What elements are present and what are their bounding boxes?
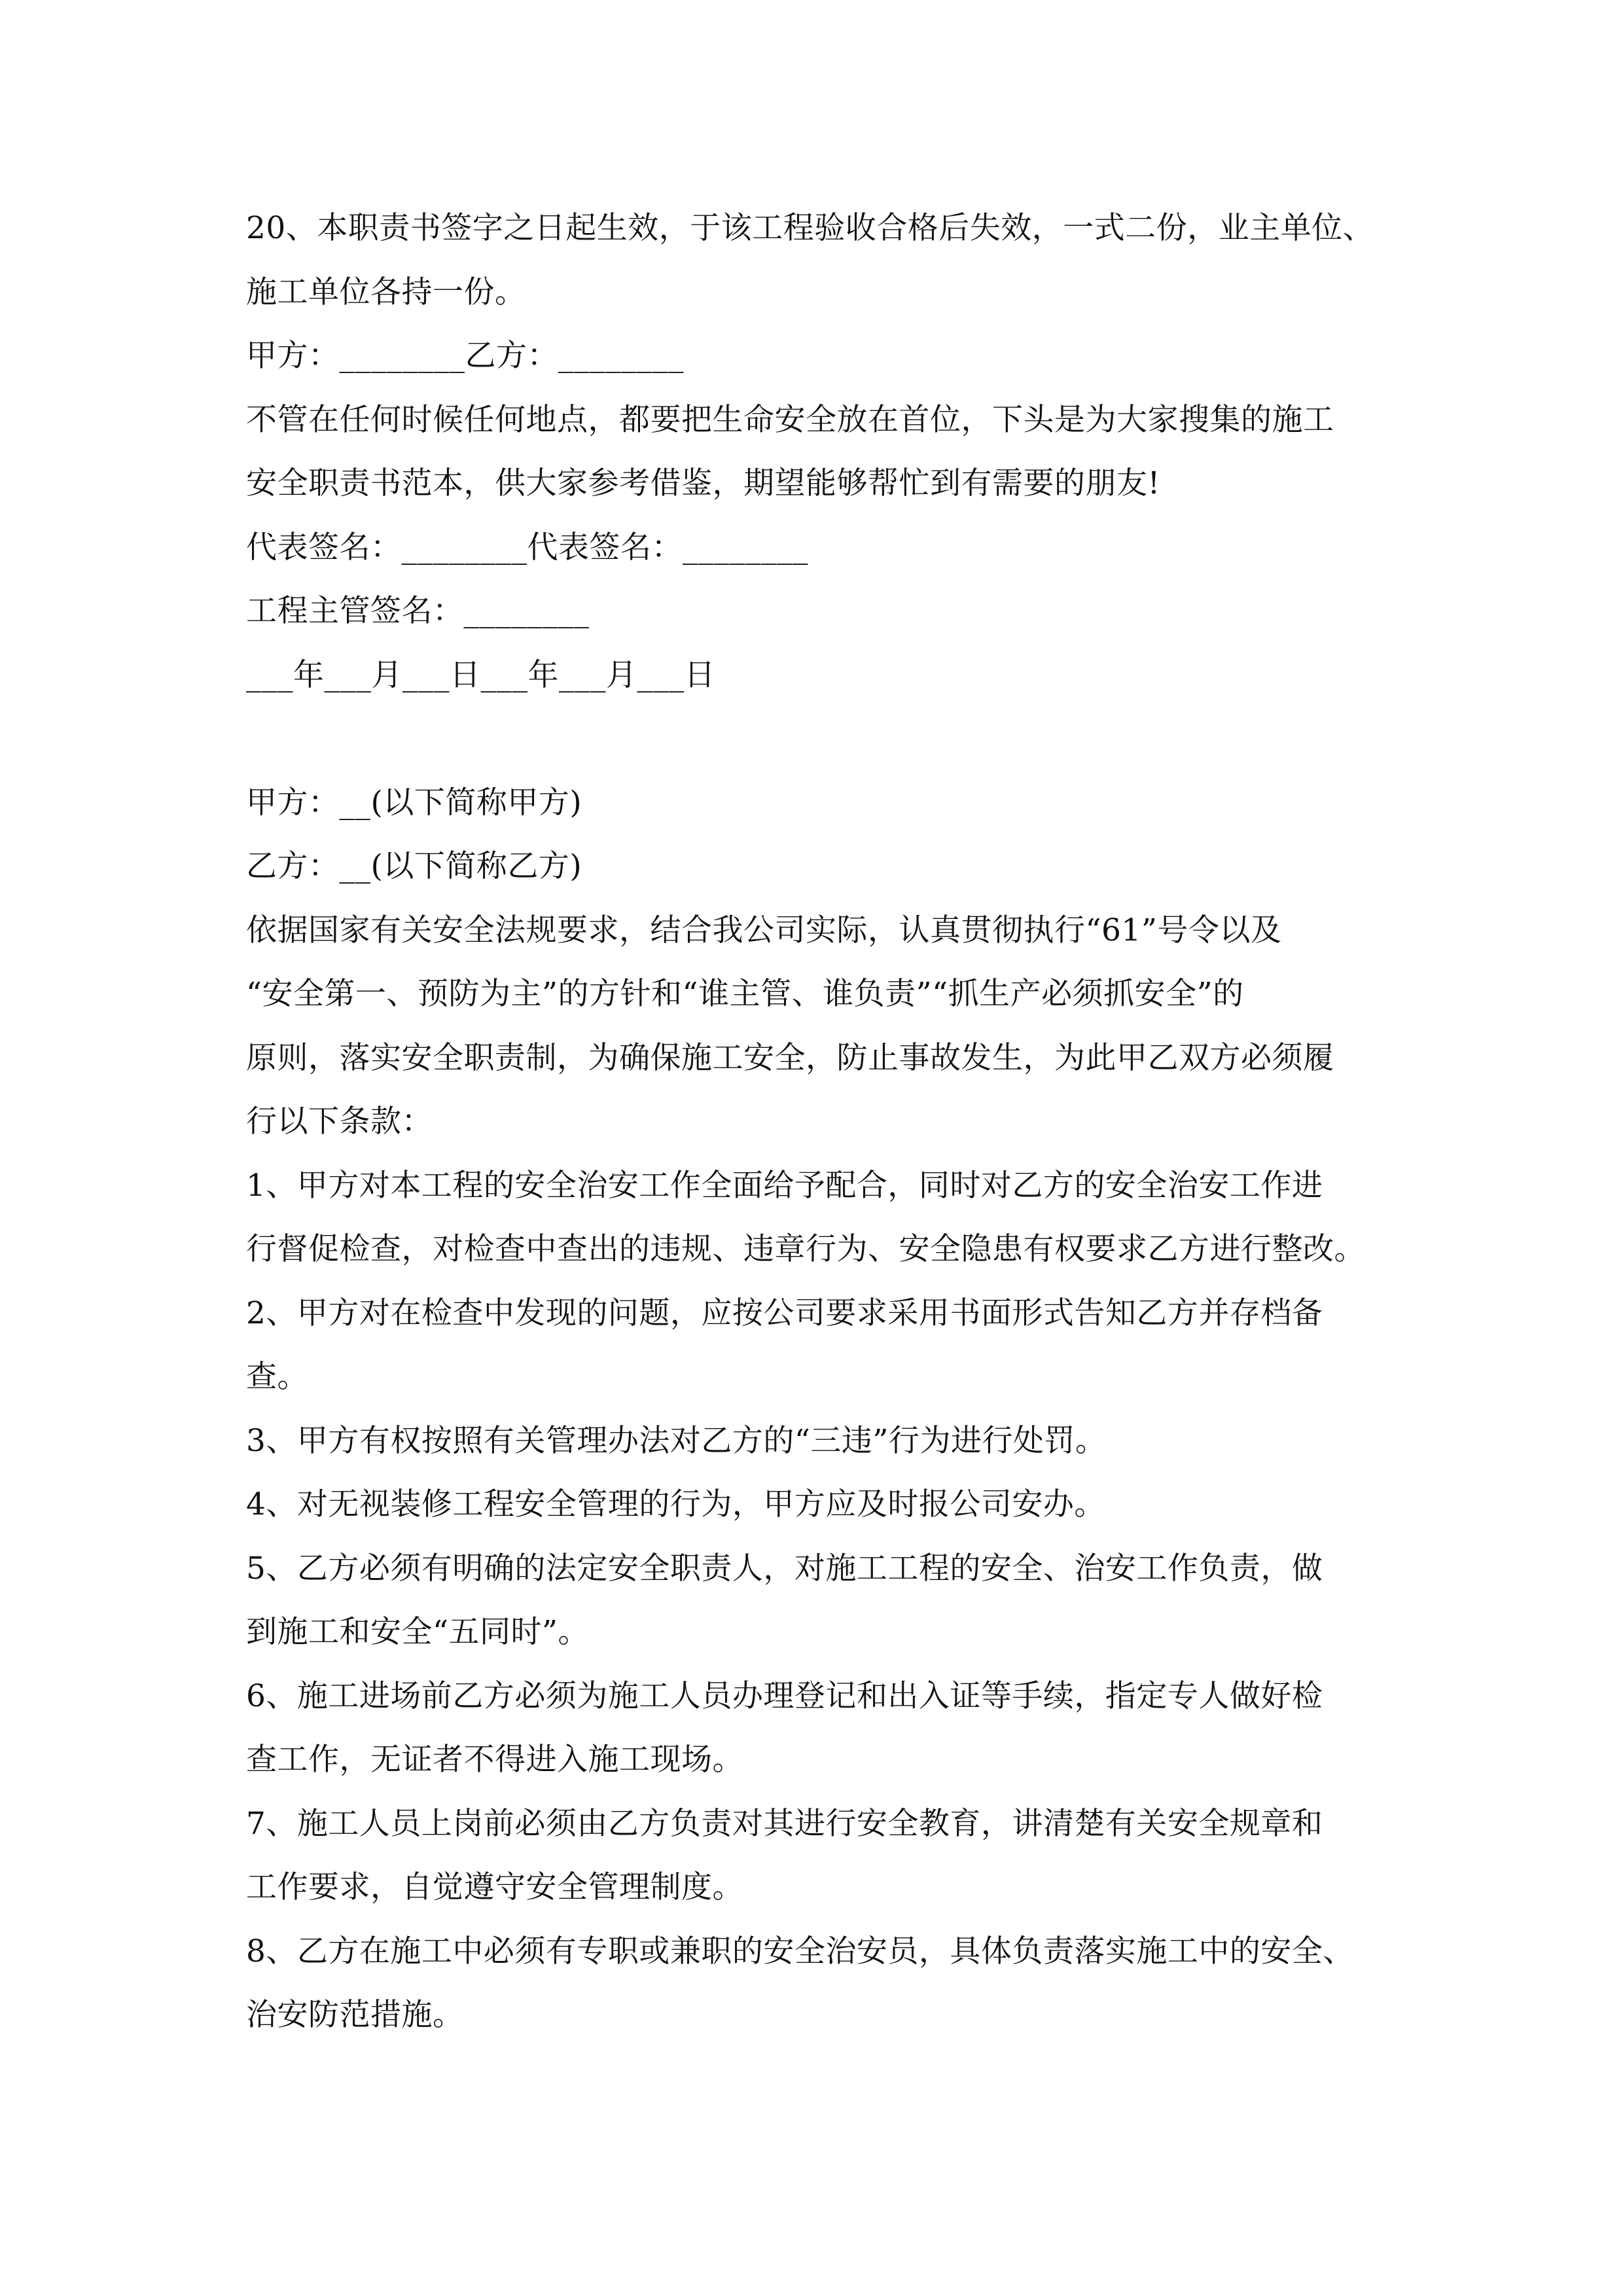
party-b-line: 乙方：__(以下简称乙方): [246, 848, 582, 884]
signature-line-parties: 甲方：________乙方：________: [246, 338, 684, 374]
text-line: 依据国家有关安全法规要求，结合我公司实际，认真贯彻执行“61”号令以及: [246, 912, 1282, 948]
clause-1-cont: 行督促检查，对检查中查出的违规、违章行为、安全隐患有权要求乙方进行整改。: [246, 1231, 1365, 1267]
text-line: 安全职责书范本，供大家参考借鉴，期望能够帮忙到有需要的朋友!: [246, 465, 1160, 501]
signature-line-representatives: 代表签名：________代表签名：________: [246, 529, 808, 565]
clause-5-cont: 到施工和安全“五同时”。: [246, 1614, 590, 1650]
party-a-line: 甲方：__(以下简称甲方): [246, 784, 582, 821]
text-line: 施工单位各持一份。: [246, 274, 526, 310]
date-line: ___年___月___日___年___月___日: [246, 656, 715, 693]
clause-6-cont: 查工作，无证者不得进入施工现场。: [246, 1742, 743, 1778]
text-line: 原则，落实安全职责制，为确保施工安全，防止事故发生，为此甲乙双方必须履: [246, 1039, 1334, 1076]
text-line: “安全第一、预防为主”的方针和“谁主管、谁负责”“抓生产必须抓安全”的: [246, 976, 1244, 1012]
clause-5: 5、乙方必须有明确的法定安全职责人，对施工工程的安全、治安工作负责，做: [246, 1550, 1323, 1587]
blank-line: [246, 707, 1398, 771]
document-body: [246, 196, 1398, 2047]
clause-6: 6、施工进场前乙方必须为施工人员办理登记和出入证等手续，指定专人做好检: [246, 1677, 1323, 1714]
clause-2-cont: 查。: [246, 1359, 308, 1395]
text-line: 行以下条款：: [246, 1103, 433, 1139]
clause-7-cont: 工作要求，自觉遵守安全管理制度。: [246, 1869, 743, 1905]
clause-8-cont: 治安防范措施。: [246, 1997, 464, 2033]
clause-3: 3、甲方有权按照有关管理办法对乙方的“三违”行为进行处罚。: [246, 1422, 1107, 1459]
clause-7: 7、施工人员上岗前必须由乙方负责对其进行安全教育，讲清楚有关安全规章和: [246, 1805, 1323, 1842]
clause-4: 4、对无视装修工程安全管理的行为，甲方应及时报公司安办。: [246, 1486, 1105, 1522]
text-line: 不管在任何时候任何地点，都要把生命安全放在首位，下头是为大家搜集的施工: [246, 401, 1334, 438]
clause-8: 8、乙方在施工中必须有专职或兼职的安全治安员，具体负责落实施工中的安全、: [246, 1933, 1354, 1969]
clause-2: 2、甲方对在检查中发现的问题，应按公司要求采用书面形式告知乙方并存档备: [246, 1295, 1323, 1331]
text-line: 20、本职责书签字之日起生效，于该工程验收合格后失效，一式二份，业主单位、: [246, 210, 1374, 246]
clause-1: 1、甲方对本工程的安全治安工作全面给予配合，同时对乙方的安全治安工作进: [246, 1167, 1323, 1204]
signature-line-supervisor: 工程主管签名：________: [246, 593, 590, 629]
